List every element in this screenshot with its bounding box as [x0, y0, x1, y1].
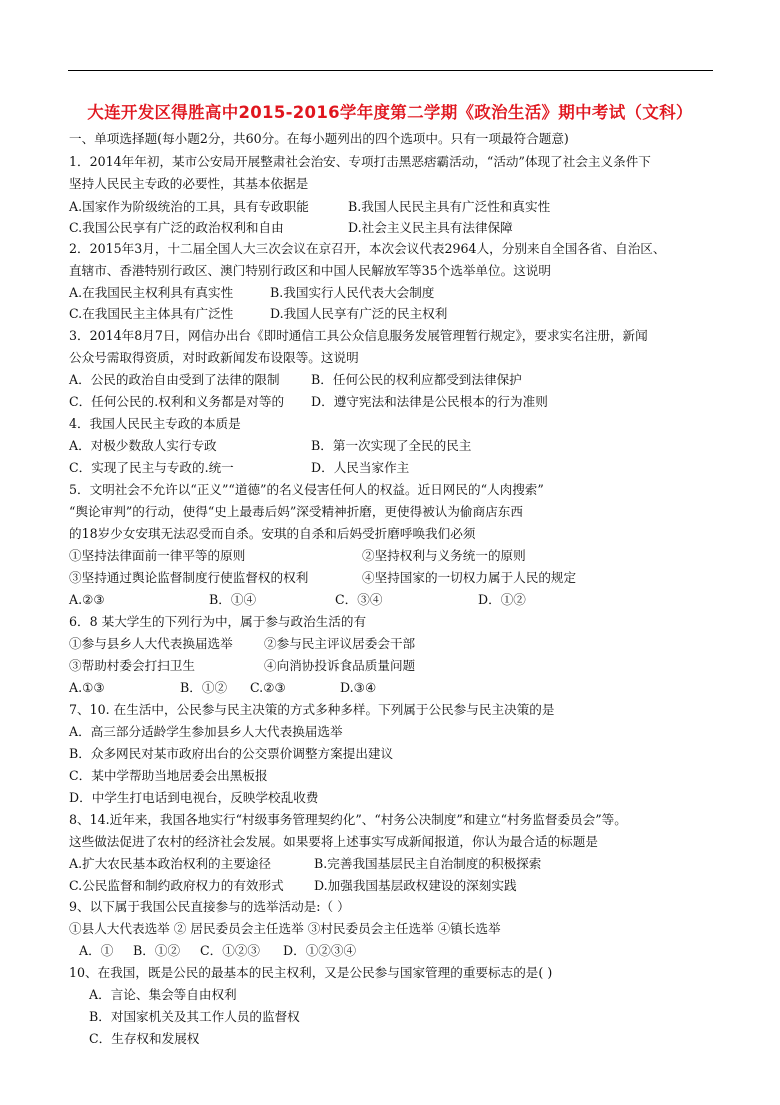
- q1-stem: 1．2014年年初，某市公安局开展整肃社会治安、专项打击黑恶痞霸活动，“活动”体现了社会主义条件下: [69, 154, 651, 169]
- q3-option-c: C．任何公民的.权利和义务都是对等的: [69, 394, 285, 409]
- q2-stem-cont: 直辖市、香港特别行政区、澳门特别行政区和中国人民解放军等35个选举单位。这说明: [69, 263, 551, 278]
- q9-option-c: C．①②③: [200, 943, 261, 958]
- q3-option-a: A．公民的政治自由受到了法律的限制: [69, 372, 280, 387]
- q5-stem-cont2: 的18岁少女安琪无法忍受而自杀。安琪的自杀和后妈受折磨呼唤我们必须: [69, 526, 476, 541]
- q6-option-b: B．①②: [180, 680, 228, 695]
- q10-option-b: B．对国家机关及其工作人员的监督权: [89, 1009, 300, 1024]
- q4-option-d: D．人民当家作主: [311, 460, 410, 475]
- q9-stem: 9、以下属于我国公民直接参与的选举活动是:（ ）: [69, 899, 350, 914]
- header-rule: [68, 70, 713, 71]
- q6-statement-1: ①参与县乡人大代表换届选举: [69, 636, 233, 651]
- q6-statement-2: ②参与民主评议居委会干部: [264, 636, 416, 651]
- q1-option-d: D.社会主义民主具有法律保障: [348, 220, 513, 235]
- q5-option-c: C．③④: [335, 592, 383, 607]
- q7-option-c: C．某中学帮助当地居委会出黑板报: [69, 768, 268, 783]
- q9-option-a: A．①: [79, 943, 114, 958]
- q3-option-b: B．任何公民的权利应都受到法律保护: [311, 372, 522, 387]
- q5-statement-2: ②坚持权利与义务统一的原则: [362, 548, 526, 563]
- q6-option-d: D.③④: [340, 680, 377, 695]
- q9-statements: ①县人大代表选举 ② 居民委员会主任选举 ③村民委员会主任选举 ④镇长选举: [69, 921, 501, 936]
- q4-option-a: A．对极少数敌人实行专政: [69, 438, 217, 453]
- q5-option-a: A.②③: [69, 592, 105, 607]
- q3-stem-cont: 公众号需取得资质，对时政新闻发布设限等。这说明: [69, 350, 359, 365]
- q2-option-c: C.在我国民主主体具有广泛性: [69, 306, 234, 321]
- q2-option-d: D.我国人民享有广泛的民主权利: [270, 306, 448, 321]
- q4-stem: 4．我国人民民主专政的本质是: [69, 416, 241, 431]
- q5-statement-1: ①坚持法律面前一律平等的原则: [69, 548, 246, 563]
- q1-option-b: B.我国人民民主具有广泛性和真实性: [348, 199, 551, 214]
- q7-option-a: A．高三部分适龄学生参加县乡人大代表换届选举: [69, 724, 343, 739]
- q8-option-b: B.完善我国基层民主自治制度的积极探索: [314, 856, 542, 871]
- q9-option-d: D．①②③④: [283, 943, 357, 958]
- q3-option-d: D．遵守宪法和法律是公民根本的行为准则: [311, 394, 548, 409]
- q6-option-a: A.①③: [69, 680, 105, 695]
- q1-stem-cont: 坚持人民民主专政的必要性，其基本依据是: [69, 176, 309, 191]
- q8-option-d: D.加强我国基层政权建设的深刻实践: [314, 878, 517, 893]
- q5-statement-3: ③坚持通过舆论监督制度行使监督权的权利: [69, 570, 309, 585]
- q4-option-c: C．实现了民主与专政的.统一: [69, 460, 234, 475]
- q1-option-a: A.国家作为阶级统治的工具，具有专政职能: [69, 199, 309, 214]
- q6-stem: 6．8 某大学生的下列行为中，属于参与政治生活的有: [69, 614, 367, 629]
- q6-option-c: C.②③: [250, 680, 286, 695]
- q7-option-d: D．中学生打电话到电视台，反映学校乱收费: [69, 790, 319, 805]
- q7-option-b: B．众多网民对某市政府出台的公交票价调整方案提出建议: [69, 746, 394, 761]
- q7-stem: 7、10. 在生活中，公民参与民主决策的方式多种多样。下列属于公民参与民主决策的是: [69, 702, 555, 717]
- q8-stem: 8、14.近年来，我国各地实行“村级事务管理契约化”、“村务公决制度”和建立“村务监督委员会”等。: [69, 812, 627, 827]
- q2-option-b: B.我国实行人民代表大会制度: [270, 285, 435, 300]
- q9-option-b: B．①②: [133, 943, 181, 958]
- q4-option-b: B．第一次实现了全民的民主: [311, 438, 472, 453]
- q3-stem: 3．2014年8月7日，网信办出台《即时通信工具公众信息服务发展管理暂行规定》，要求实名注册，新闻: [69, 328, 648, 343]
- q2-option-a: A.在我国民主权利具有真实性: [69, 285, 234, 300]
- q10-option-a: A．言论、集会等自由权利: [89, 987, 237, 1002]
- q5-stem: 5．文明社会不允许以“正义”“道德”的名义侵害任何人的权益。近日网民的“人肉搜索”: [69, 482, 544, 497]
- exam-title: 大连开发区得胜高中2015-2016学年度第二学期《政治生活》期中考试（文科）: [87, 103, 693, 122]
- q2-stem: 2．2015年3月，十二届全国人大三次会议在京召开，本次会议代表2964人，分别来自全国各省、自治区、: [69, 241, 666, 256]
- q8-stem-cont: 这些做法促进了农村的经济社会发展。如果要将上述事实写成新闻报道，你认为最合适的标题是: [69, 834, 598, 849]
- q8-option-c: C.公民监督和制约政府权力的有效形式: [69, 878, 284, 893]
- q5-option-d: D．①②: [478, 592, 526, 607]
- q10-stem: 10、在我国，既是公民的最基本的民主权利，又是公民参与国家管理的重要标志的是( ): [69, 965, 553, 980]
- q10-option-c: C．生存权和发展权: [89, 1031, 200, 1046]
- q5-option-b: B．①④: [209, 592, 257, 607]
- q6-statement-3: ③帮助村委会打扫卫生: [69, 658, 195, 673]
- q8-option-a: A.扩大农民基本政治权利的主要途径: [69, 856, 272, 871]
- q5-stem-cont: “舆论审判”的行动，使得“史上最毒后妈”深受精神折磨，更使得被认为偷商店东西: [69, 504, 523, 519]
- q5-statement-4: ④坚持国家的一切权力属于人民的规定: [362, 570, 577, 585]
- q6-statement-4: ④向消协投诉食品质量问题: [264, 658, 416, 673]
- q1-option-c: C.我国公民享有广泛的政治权利和自由: [69, 220, 284, 235]
- section-heading: 一、单项选择题(每小题2分，共60分。在每小题列出的四个选项中。只有一项最符合题意): [69, 131, 569, 146]
